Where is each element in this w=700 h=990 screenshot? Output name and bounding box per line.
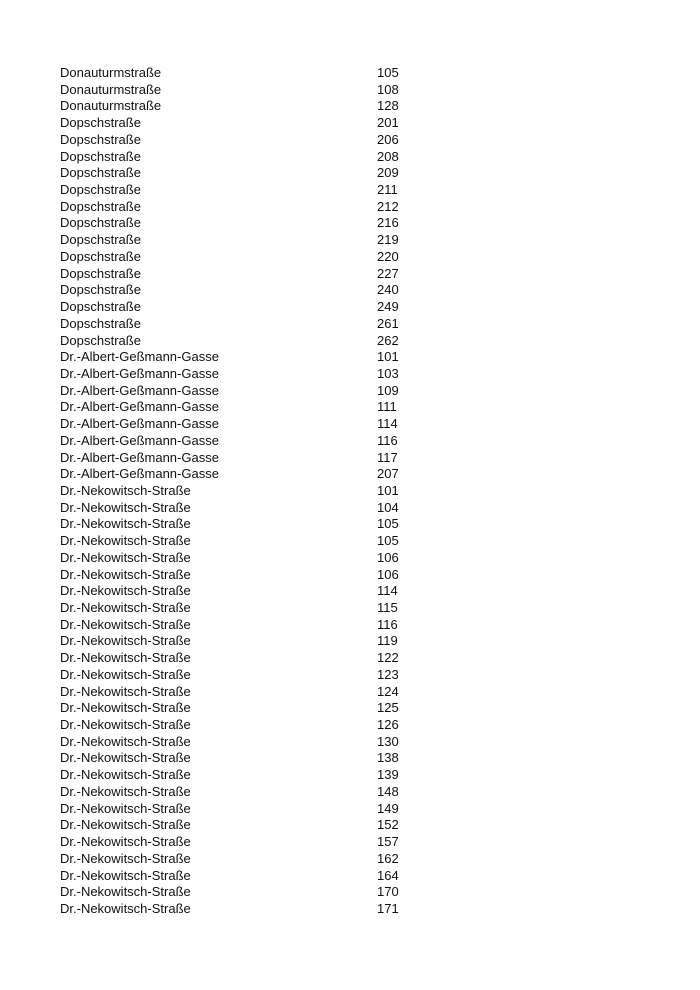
table-row (60, 483, 480, 500)
table-row (60, 583, 480, 600)
house-number-cell: 114 (377, 416, 398, 432)
house-number-cell: 119 (377, 633, 398, 649)
street-name-cell: Dr.-Nekowitsch-Straße (60, 549, 191, 565)
street-name-cell: Dopschstraße (60, 131, 141, 147)
table-row (60, 249, 480, 266)
street-name-cell: Dr.-Nekowitsch-Straße (60, 583, 191, 599)
table-row (60, 533, 480, 550)
table-row (60, 82, 480, 99)
house-number-cell: 125 (377, 700, 399, 716)
house-number-cell: 157 (377, 834, 399, 850)
street-name-cell: Dr.-Nekowitsch-Straße (60, 666, 191, 682)
table-row (60, 750, 480, 767)
house-number-cell: 211 (377, 182, 398, 198)
house-number-cell: 220 (377, 248, 399, 264)
house-number-cell: 139 (377, 767, 399, 783)
street-name-cell: Dr.-Nekowitsch-Straße (60, 834, 191, 850)
house-number-cell: 123 (377, 666, 399, 682)
table-row (60, 98, 480, 115)
street-name-cell: Dopschstraße (60, 248, 141, 264)
table-row (60, 266, 480, 283)
house-number-cell: 105 (377, 533, 399, 549)
house-number-cell: 126 (377, 717, 399, 733)
house-number-cell: 170 (377, 884, 399, 900)
house-number-cell: 116 (377, 616, 398, 632)
house-number-cell: 128 (377, 98, 399, 114)
table-row (60, 834, 480, 851)
table-row (60, 600, 480, 617)
table-row (60, 215, 480, 232)
table-row (60, 700, 480, 717)
house-number-cell: 105 (377, 516, 399, 532)
street-name-cell: Dr.-Nekowitsch-Straße (60, 800, 191, 816)
house-number-cell: 114 (377, 583, 398, 599)
table-row (60, 416, 480, 433)
street-name-cell: Dr.-Nekowitsch-Straße (60, 482, 191, 498)
street-name-cell: Dr.-Nekowitsch-Straße (60, 850, 191, 866)
street-name-cell: Dr.-Nekowitsch-Straße (60, 683, 191, 699)
street-name-cell: Dr.-Nekowitsch-Straße (60, 767, 191, 783)
table-row (60, 316, 480, 333)
table-row (60, 232, 480, 249)
table-row (60, 65, 480, 82)
table-row (60, 516, 480, 533)
house-number-cell: 207 (377, 466, 399, 482)
house-number-cell: 106 (377, 566, 399, 582)
table-row (60, 182, 480, 199)
table-row (60, 734, 480, 751)
table-row (60, 466, 480, 483)
table-row (60, 433, 480, 450)
street-name-cell: Dr.-Nekowitsch-Straße (60, 867, 191, 883)
house-number-cell: 138 (377, 750, 399, 766)
table-row (60, 199, 480, 216)
street-name-cell: Dopschstraße (60, 165, 141, 181)
house-number-cell: 249 (377, 299, 399, 315)
house-number-cell: 108 (377, 81, 399, 97)
street-name-cell: Dopschstraße (60, 182, 141, 198)
table-row (60, 115, 480, 132)
house-number-cell: 115 (377, 600, 398, 615)
street-name-cell: Dr.-Nekowitsch-Straße (60, 783, 191, 799)
house-number-cell: 227 (377, 265, 399, 281)
street-name-cell: Dr.-Albert-Geßmann-Gasse (60, 399, 219, 415)
street-name-cell: Dopschstraße (60, 115, 141, 131)
house-number-cell: 209 (377, 165, 399, 181)
table-row (60, 383, 480, 400)
house-number-cell: 149 (377, 800, 399, 816)
street-name-cell: Dopschstraße (60, 232, 141, 248)
house-number-cell: 111 (377, 399, 397, 415)
street-name-cell: Dr.-Albert-Geßmann-Gasse (60, 466, 219, 482)
street-name-cell: Donauturmstraße (60, 98, 162, 114)
house-number-cell: 162 (377, 850, 399, 866)
house-number-cell: 104 (377, 499, 399, 515)
table-row (60, 349, 480, 366)
street-name-cell: Dr.-Albert-Geßmann-Gasse (60, 449, 219, 465)
table-row (60, 149, 480, 166)
house-number-cell: 122 (377, 650, 399, 666)
table-row (60, 333, 480, 350)
street-name-cell: Dr.-Nekowitsch-Straße (60, 900, 191, 916)
table-row (60, 132, 480, 149)
house-number-cell: 261 (377, 315, 399, 331)
house-number-cell: 101 (377, 482, 399, 498)
street-name-cell: Dr.-Albert-Geßmann-Gasse (60, 382, 219, 398)
house-number-cell: 164 (377, 867, 399, 883)
table-row (60, 801, 480, 818)
house-number-cell: 216 (377, 215, 399, 231)
house-number-cell: 206 (377, 131, 399, 147)
table-row (60, 617, 480, 634)
house-number-cell: 105 (377, 65, 399, 80)
house-number-cell: 171 (377, 900, 399, 916)
table-row (60, 901, 480, 918)
house-number-cell: 219 (377, 232, 399, 248)
address-table (60, 65, 480, 918)
table-row (60, 650, 480, 667)
house-number-cell: 212 (377, 198, 399, 214)
table-row (60, 550, 480, 567)
street-name-cell: Dopschstraße (60, 282, 141, 298)
house-number-cell: 148 (377, 783, 399, 799)
street-name-cell: Dr.-Albert-Geßmann-Gasse (60, 432, 219, 448)
table-row (60, 282, 480, 299)
table-row (60, 500, 480, 517)
street-name-cell: Dr.-Nekowitsch-Straße (60, 616, 191, 632)
house-number-cell: 101 (377, 349, 399, 365)
street-name-cell: Dopschstraße (60, 265, 141, 281)
street-name-cell: Dr.-Nekowitsch-Straße (60, 600, 191, 615)
table-row (60, 717, 480, 734)
street-name-cell: Dr.-Nekowitsch-Straße (60, 633, 191, 649)
house-number-cell: 103 (377, 365, 399, 381)
table-row (60, 165, 480, 182)
street-name-cell: Dr.-Albert-Geßmann-Gasse (60, 365, 219, 381)
street-name-cell: Dr.-Nekowitsch-Straße (60, 516, 191, 532)
street-name-cell: Dr.-Nekowitsch-Straße (60, 650, 191, 666)
table-row (60, 817, 480, 834)
table-row (60, 884, 480, 901)
street-name-cell: Dr.-Albert-Geßmann-Gasse (60, 349, 219, 365)
table-row (60, 868, 480, 885)
street-name-cell: Dr.-Nekowitsch-Straße (60, 717, 191, 733)
street-name-cell: Dr.-Nekowitsch-Straße (60, 499, 191, 515)
street-name-cell: Dr.-Nekowitsch-Straße (60, 750, 191, 766)
street-name-cell: Dr.-Albert-Geßmann-Gasse (60, 416, 219, 432)
street-name-cell: Dr.-Nekowitsch-Straße (60, 533, 191, 549)
table-row (60, 633, 480, 650)
house-number-cell: 152 (377, 817, 399, 833)
house-number-cell: 124 (377, 683, 399, 699)
street-name-cell: Dopschstraße (60, 198, 141, 214)
table-row (60, 851, 480, 868)
house-number-cell: 130 (377, 733, 399, 749)
street-name-cell: Dr.-Nekowitsch-Straße (60, 566, 191, 582)
street-name-cell: Donauturmstraße (60, 65, 162, 80)
house-number-cell: 109 (377, 382, 399, 398)
street-name-cell: Dr.-Nekowitsch-Straße (60, 733, 191, 749)
house-number-cell: 116 (377, 432, 398, 448)
table-row (60, 567, 480, 584)
table-row (60, 767, 480, 784)
house-number-cell: 240 (377, 282, 399, 298)
house-number-cell: 208 (377, 148, 399, 164)
street-name-cell: Dr.-Nekowitsch-Straße (60, 884, 191, 900)
street-name-cell: Dopschstraße (60, 148, 141, 164)
house-number-cell: 117 (377, 449, 398, 465)
house-number-cell: 201 (377, 115, 399, 131)
table-row (60, 684, 480, 701)
street-name-cell: Dr.-Nekowitsch-Straße (60, 817, 191, 833)
street-name-cell: Donauturmstraße (60, 81, 162, 97)
table-row (60, 784, 480, 801)
table-row (60, 366, 480, 383)
street-name-cell: Dopschstraße (60, 215, 141, 231)
house-number-cell: 106 (377, 549, 399, 565)
table-row (60, 299, 480, 316)
house-number-cell: 262 (377, 332, 399, 348)
street-name-cell: Dopschstraße (60, 299, 141, 315)
street-name-cell: Dopschstraße (60, 315, 141, 331)
street-name-cell: Dr.-Nekowitsch-Straße (60, 700, 191, 716)
table-row (60, 450, 480, 467)
table-row (60, 667, 480, 684)
table-row (60, 399, 480, 416)
street-name-cell: Dopschstraße (60, 332, 141, 348)
